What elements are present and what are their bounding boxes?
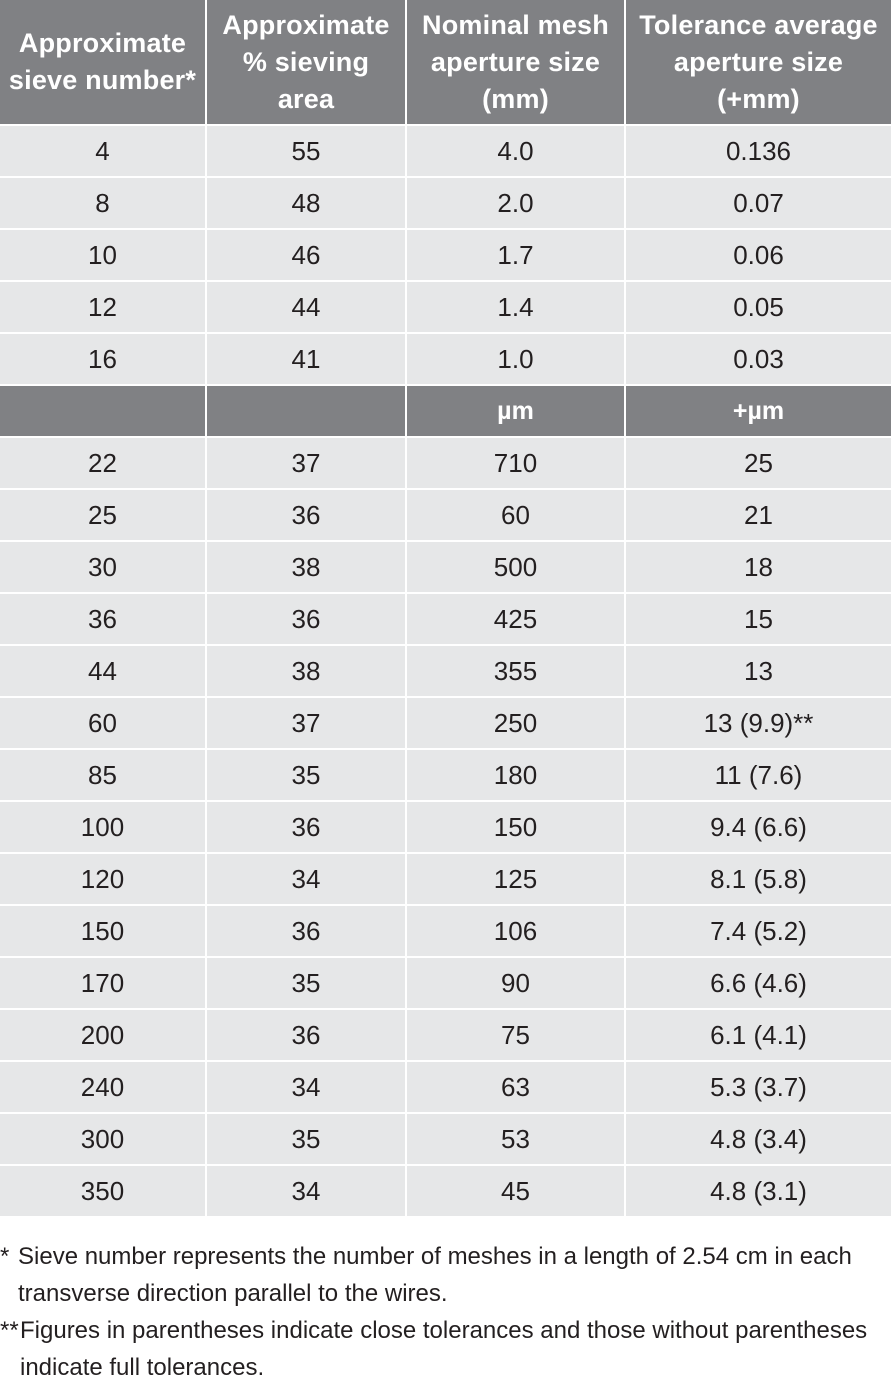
aperture-size-cell: 250 (406, 697, 625, 749)
tolerance-cell: 25 (625, 437, 891, 489)
sieving-area-cell: 37 (206, 697, 406, 749)
aperture-size-cell: 1.4 (406, 281, 625, 333)
unit-cell (206, 385, 406, 437)
sieve-number-cell: 60 (0, 697, 206, 749)
footnote (0, 1312, 891, 1386)
table-row (0, 1113, 891, 1165)
sieve-number-cell: 8 (0, 177, 206, 229)
sieve-number-cell: 36 (0, 593, 206, 645)
tolerance-cell: 6.6 (4.6) (625, 957, 891, 1009)
aperture-size-cell: 500 (406, 541, 625, 593)
table-row (0, 853, 891, 905)
sieving-area-cell: 35 (206, 749, 406, 801)
unit-cell (0, 385, 206, 437)
footnote-text (18, 1238, 891, 1312)
table-row (0, 1009, 891, 1061)
table-row (0, 281, 891, 333)
aperture-size-cell: 1.7 (406, 229, 625, 281)
table-row (0, 125, 891, 177)
sieve-number-cell: 300 (0, 1113, 206, 1165)
aperture-size-cell: 63 (406, 1061, 625, 1113)
sieve-number-cell: 120 (0, 853, 206, 905)
table-row (0, 645, 891, 697)
footnote-marker: ** (0, 1317, 19, 1344)
tolerance-cell: 0.136 (625, 125, 891, 177)
table-row (0, 489, 891, 541)
table-row (0, 437, 891, 489)
sieve-number-cell: 10 (0, 229, 206, 281)
sieving-area-cell: 37 (206, 437, 406, 489)
sieve-number-cell: 4 (0, 125, 206, 177)
tolerance-cell: 4.8 (3.1) (625, 1165, 891, 1216)
tolerance-cell: 0.05 (625, 281, 891, 333)
sieving-area-cell: 36 (206, 593, 406, 645)
aperture-size-cell: 60 (406, 489, 625, 541)
header-nominal-mesh-aperture-size: Nominal mesh aperture size (mm) (406, 0, 625, 125)
sieve-number-cell: 200 (0, 1009, 206, 1061)
tolerance-cell: 6.1 (4.1) (625, 1009, 891, 1061)
sieving-area-cell: 36 (206, 489, 406, 541)
sieve-number-cell: 12 (0, 281, 206, 333)
sieving-area-cell: 38 (206, 645, 406, 697)
footnote-marker: * (0, 1243, 10, 1270)
aperture-size-cell: 150 (406, 801, 625, 853)
table-body (0, 125, 891, 1216)
sieving-area-cell: 46 (206, 229, 406, 281)
sieving-area-cell: 34 (206, 1061, 406, 1113)
sieving-area-cell: 35 (206, 957, 406, 1009)
sieving-area-cell: 35 (206, 1113, 406, 1165)
tolerance-cell: 13 (625, 645, 891, 697)
table-row (0, 1061, 891, 1113)
header-approximate-sieving-area: Approximate % sieving area (206, 0, 406, 125)
tolerance-cell: 18 (625, 541, 891, 593)
aperture-size-cell: 180 (406, 749, 625, 801)
footnote-line: Figures in parentheses indicate close tolerances and those without parentheses (20, 1317, 868, 1344)
sieving-area-cell: 34 (206, 1165, 406, 1216)
sieving-area-cell: 36 (206, 905, 406, 957)
aperture-size-cell: 355 (406, 645, 625, 697)
table-row (0, 801, 891, 853)
sieve-number-cell: 16 (0, 333, 206, 385)
unit-header-row (0, 385, 891, 437)
tolerance-cell: 5.3 (3.7) (625, 1061, 891, 1113)
aperture-size-cell: 4.0 (406, 125, 625, 177)
table-row (0, 905, 891, 957)
tolerance-cell: 4.8 (3.4) (625, 1113, 891, 1165)
footnotes (0, 1238, 891, 1386)
sieving-area-cell: 41 (206, 333, 406, 385)
sieving-area-cell: 34 (206, 853, 406, 905)
table-row (0, 541, 891, 593)
header-approximate-sieve-number: Approximate sieve number* (0, 0, 206, 125)
sieve-number-cell: 22 (0, 437, 206, 489)
sieve-number-cell: 100 (0, 801, 206, 853)
tolerance-cell: 21 (625, 489, 891, 541)
sieve-number-cell: 350 (0, 1165, 206, 1216)
aperture-size-cell: 106 (406, 905, 625, 957)
table-row (0, 593, 891, 645)
table-row (0, 333, 891, 385)
sieve-number-cell: 44 (0, 645, 206, 697)
aperture-size-cell: 2.0 (406, 177, 625, 229)
sieve-number-cell: 150 (0, 905, 206, 957)
footnote (0, 1238, 891, 1312)
footnote-line: indicate full tolerances. (20, 1354, 265, 1381)
sieving-area-cell: 44 (206, 281, 406, 333)
aperture-size-cell: 1.0 (406, 333, 625, 385)
tolerance-cell: 15 (625, 593, 891, 645)
tolerance-cell: 0.03 (625, 333, 891, 385)
footnote-text (20, 1312, 891, 1386)
unit-cell: +µm (625, 385, 891, 437)
table-row (0, 957, 891, 1009)
sieve-number-cell: 240 (0, 1061, 206, 1113)
tolerance-cell: 13 (9.9)** (625, 697, 891, 749)
sieving-area-cell: 55 (206, 125, 406, 177)
sieve-number-cell: 25 (0, 489, 206, 541)
table-row (0, 697, 891, 749)
tolerance-cell: 8.1 (5.8) (625, 853, 891, 905)
sieve-number-cell: 85 (0, 749, 206, 801)
aperture-size-cell: 710 (406, 437, 625, 489)
aperture-size-cell: 53 (406, 1113, 625, 1165)
table-row (0, 229, 891, 281)
aperture-size-cell: 125 (406, 853, 625, 905)
footnote-line: transverse direction parallel to the wires. (18, 1280, 448, 1307)
aperture-size-cell: 45 (406, 1165, 625, 1216)
sieving-area-cell: 48 (206, 177, 406, 229)
sieving-area-cell: 36 (206, 801, 406, 853)
table-header-row (0, 0, 891, 125)
tolerance-cell: 7.4 (5.2) (625, 905, 891, 957)
header-tolerance-average-aperture-size: Tolerance average aperture size (+mm) (625, 0, 891, 125)
tolerance-cell: 11 (7.6) (625, 749, 891, 801)
footnote-line: Sieve number represents the number of meshes in a length of 2.54 cm in each (18, 1243, 852, 1270)
aperture-size-cell: 425 (406, 593, 625, 645)
aperture-size-cell: 75 (406, 1009, 625, 1061)
tolerance-cell: 0.07 (625, 177, 891, 229)
sieving-area-cell: 38 (206, 541, 406, 593)
unit-cell: µm (406, 385, 625, 437)
tolerance-cell: 0.06 (625, 229, 891, 281)
sieve-number-cell: 30 (0, 541, 206, 593)
table-row (0, 1165, 891, 1216)
aperture-size-cell: 90 (406, 957, 625, 1009)
table-row (0, 749, 891, 801)
tolerance-cell: 9.4 (6.6) (625, 801, 891, 853)
table-row (0, 177, 891, 229)
sieving-area-cell: 36 (206, 1009, 406, 1061)
sieve-number-cell: 170 (0, 957, 206, 1009)
